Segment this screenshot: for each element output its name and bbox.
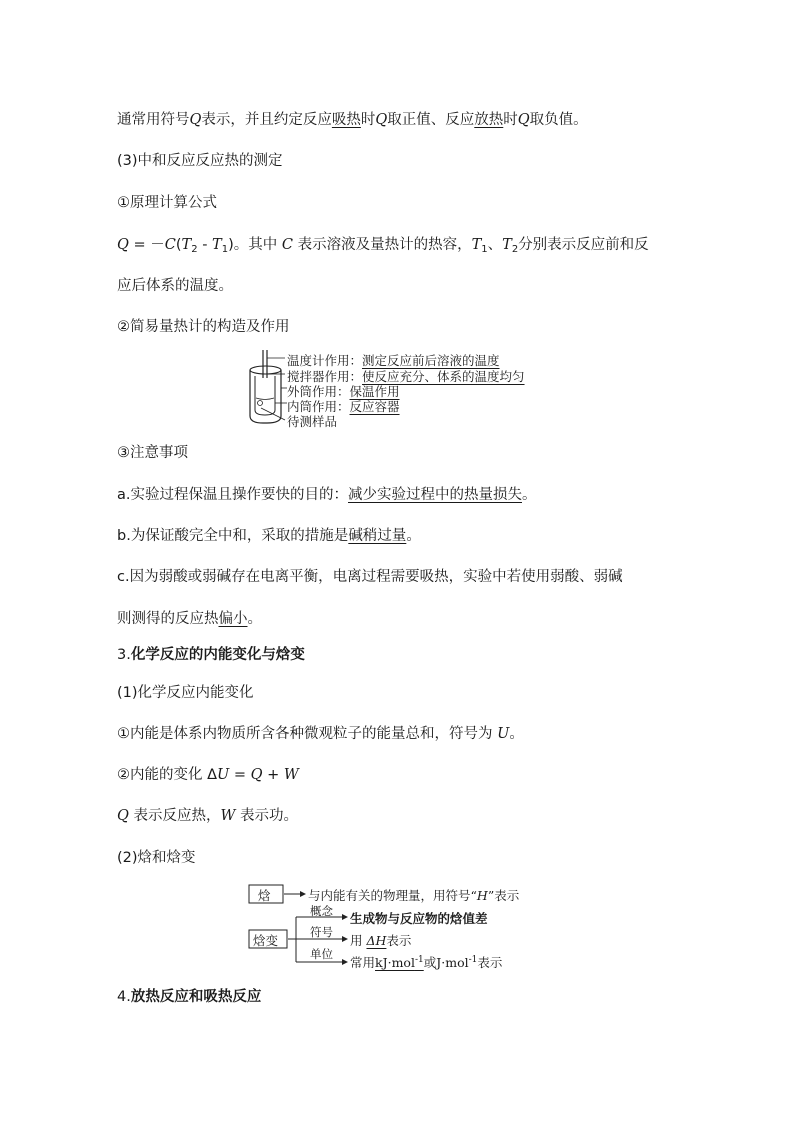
box-enthalpy: 焓 bbox=[258, 888, 271, 903]
heading-3-2: (2)焓和焓变 bbox=[117, 850, 196, 866]
section-4-heading: 4.放热反应和吸热反应 bbox=[117, 989, 262, 1005]
formula-line: $Q = -C(T_2 - T_1)$。其中 C 表示溶液及量热计的热容，$T_1$、$T_2$分别表示反应前和反 bbox=[117, 237, 649, 255]
paragraph-sign-convention: 通常用符号Q表示，并且约定反应吸热时Q取正值、反应放热时Q取负值。 bbox=[117, 112, 588, 128]
subheading-calorimeter: ②简易量热计的构造及作用 bbox=[117, 319, 290, 335]
heading-3: (3)中和反应反应热的测定 bbox=[117, 153, 283, 169]
formula-line-continued: 应后体系的温度。 bbox=[117, 278, 233, 294]
calorimeter-figure: 温度计作用：测定反应前后溶液的温度 搅拌器作用：使反应充分、体系的温度均匀 外筒作用：保温作用 内筒作用：反应容器 待测样品 bbox=[245, 348, 555, 428]
enthalpy-diagram: 焓 与内能有关的物理量，用符号“H”表示 焓变 概念 生成物与反应物的焓值差 符号 用 ΔH表示 单位 常用kJ·mol$^{-1}$或J·mol$^{-1}$表示 bbox=[248, 880, 558, 972]
symbol-explanation: Q 表示反应热，W 表示功。 bbox=[117, 808, 299, 824]
internal-energy-definition: ①内能是体系内物质所含各种微观粒子的能量总和，符号为 U。 bbox=[117, 726, 524, 742]
note-c-continued: 则测得的反应热偏小。 bbox=[117, 611, 262, 627]
section-3-heading: 3.化学反应的内能变化与焓变 bbox=[117, 647, 305, 663]
heading-3-1: (1)化学反应内能变化 bbox=[117, 685, 254, 701]
note-b: b.为保证酸完全中和，采取的措施是碱稍过量。 bbox=[117, 528, 421, 544]
subheading-formula: ①原理计算公式 bbox=[117, 195, 217, 211]
note-a: a.实验过程保温且操作要快的目的：减少实验过程中的热量损失。 bbox=[117, 487, 537, 503]
internal-energy-change: ②内能的变化 ΔU = Q + W bbox=[117, 767, 299, 783]
box-enthalpy-change: 焓变 bbox=[253, 933, 279, 948]
subheading-notes: ③注意事项 bbox=[117, 445, 188, 461]
note-c: c.因为弱酸或弱碱存在电离平衡，电离过程需要吸热，实验中若使用弱酸、弱碱 bbox=[117, 569, 623, 585]
